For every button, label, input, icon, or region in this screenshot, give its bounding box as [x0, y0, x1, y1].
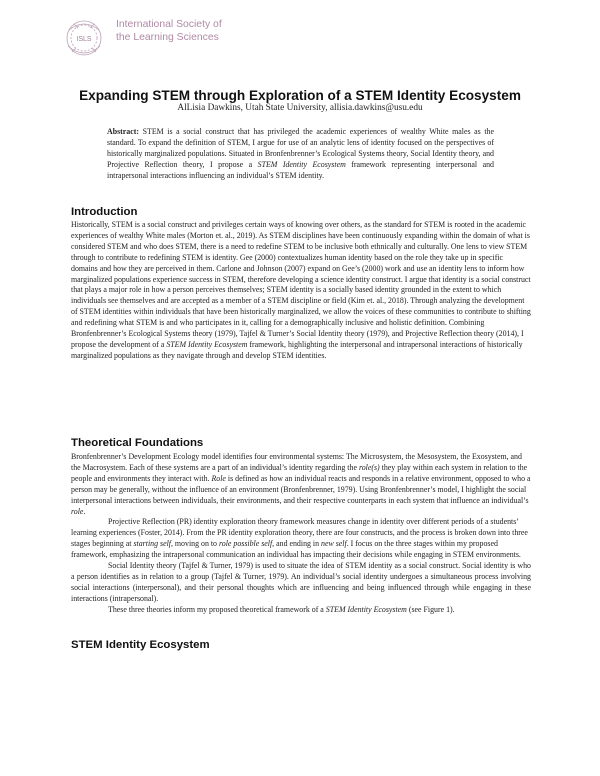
abstract-text-a: STEM is a social construct that has privileged the academic experiences of wealthy White males as the standard. To expand the definition of STEM, I argue for use of an analytic lens of identity focused on the perspectives of historically marginalized populations. Situated in Bronfenbrenner’s Ecological Systems theory, Social Identity theory, and Projective Reflection theory, I propose a	[107, 127, 494, 169]
author-line: AlLisia Dawkins, Utah State University, allisia.dawkins@usu.edu	[177, 103, 423, 113]
theory-p2-a: Projective Reflection (PR) identity exploration theory framework measures change in identity over different periods of a students’ learning experiences (Foster, 2014). From the PR identity exploration theory, there are four constructs, and the process is broken down into three stages beginning at	[71, 517, 528, 549]
theory-p2-i1: starting self	[133, 539, 171, 549]
theory-p2-d: . I focus on the three stages within my proposed framework, emphasizing the intrapersonal communication an individual has impacting their decisions while engaging in STEM environments.	[71, 539, 521, 560]
theory-p1-d: .	[83, 506, 86, 516]
abstract-text-b: framework representing interpersonal and intrapersonal interactions influencing an individual’s STEM identity.	[107, 160, 495, 180]
theory-p2-c: , and ending in	[272, 539, 322, 549]
theory-paragraph-1	[71, 452, 531, 517]
theory-p4-b: (see Figure 1).	[406, 604, 455, 614]
theory-p1-b: they play within each system in relation to the people and environments they interact with.	[71, 462, 528, 483]
emblem-text: ISLS	[76, 36, 92, 43]
intro-text-b: framework, highlighting the interpersonal and intrapersonal interactions of historically marginalized populations as they navigate through and develop STEM identities.	[71, 339, 523, 360]
introduction-body	[71, 220, 531, 362]
theory-p1-i3: role	[71, 506, 84, 516]
theory-p1-i2: Role	[211, 473, 226, 483]
stem-identity-ecosystem-heading: STEM Identity Ecosystem	[71, 639, 210, 651]
theoretical-foundations-heading: Theoretical Foundations	[71, 437, 204, 449]
theory-p1-i1: role(s)	[358, 462, 380, 472]
theory-paragraph-2	[71, 517, 531, 561]
intro-text-a: Historically, STEM is a social construct and privileges certain ways of knowing over others, as the standard for STEM is rooted in the academic experiences of wealthy White males (Morton et. al., 2019). As STEM disciplines have been continuously expanding within the domain of what is considered STEM and who does STEM, there is a need to redefine STEM to be inclusive both ethnically and culturally. One lens to view STEM through to contribute to redefining STEM is identity. Gee (2000) contextualizes human identity based on the role they take up in specific domains and how they are perceived in them. Carlone and Johnson (2007) expand on Gee’s (2000) work and use an identity lens to inform how marginalized populations experience success in STEM, therefore developing a science identity construct. I argue that identity is a social construct that plays a major role in how a person perceives themselves; STEM identity is a socially based identity grounded in the extent to which individuals see themselves and are accepted as a member of a STEM discipline or field (Kim et. al., 2018). Through analyzing the development of STEM identities within individuals that have been historically marginalized, we allow the voices of these communities to contribute to shifting and redefining what STEM is and who participates in it, calling for a demographically inclusive and holistic definition. Combining Bronfenbrenner’s Ecological Systems theory (1979), Tajfel & Turner’s Social Identity theory (1979), and Projective Reflection theory (2014), I propose the development of a	[71, 220, 531, 349]
theory-p1-c: is defined as how an individual reacts and responds in a relative environment, opposed to who a person may be generally, without the influence of an environment (Bronfenbrenner, 1979). Using Bronfenbrenner’s model, I highlight the social interpersonal interactions between individuals, their environments, and their respective counterparts in each system that influence an individual’s	[71, 473, 531, 505]
theory-p2-i3: new self	[321, 539, 347, 549]
theory-p2-b: , moving on to	[170, 539, 219, 549]
theory-p1-a: Bronfenbrenner’s Development Ecology model identifies four environmental systems: The Microsystem, the Mesosystem, the Exosystem, and the Macrosystem. Each of these systems are a part of an individual’s identity regarding the	[71, 452, 522, 472]
isls-logo	[56, 16, 226, 60]
introduction-heading: Introduction	[71, 206, 138, 218]
abstract-label: Abstract:	[107, 127, 139, 136]
theory-p2-i2: role possible self	[218, 539, 273, 549]
intro-italic: STEM Identity Ecosystem	[166, 339, 248, 349]
theory-p4-i1: STEM Identity Ecosystem	[325, 604, 407, 614]
abstract	[107, 126, 494, 181]
theory-paragraph-3: Social Identity theory (Tajfel & Turner, 1979) is used to situate the idea of STEM identity as a social construct. Social identity is who a person identifies as in relation to a group (Tajfel & Turner, 1979). An individual’s social identity undergoes a simultaneous process involving social interactions (interpersonal), and their personal thoughts which are influencing and being influenced through while engaging in these interactions (intrapersonal).	[71, 561, 531, 603]
society-name-line1: International Society of	[116, 19, 222, 30]
theoretical-foundations-body	[71, 452, 531, 616]
society-name	[116, 19, 222, 44]
theory-paragraph-4	[71, 605, 531, 616]
theory-p4-a: These three theories inform my proposed theoretical framework of a	[108, 604, 326, 614]
isls-emblem-icon	[56, 16, 112, 60]
paper-title: Expanding STEM through Exploration of a STEM Identity Ecosystem	[79, 88, 521, 103]
society-name-line2: the Learning Sciences	[116, 31, 219, 43]
abstract-italic: STEM Identity Ecosystem	[257, 160, 346, 169]
